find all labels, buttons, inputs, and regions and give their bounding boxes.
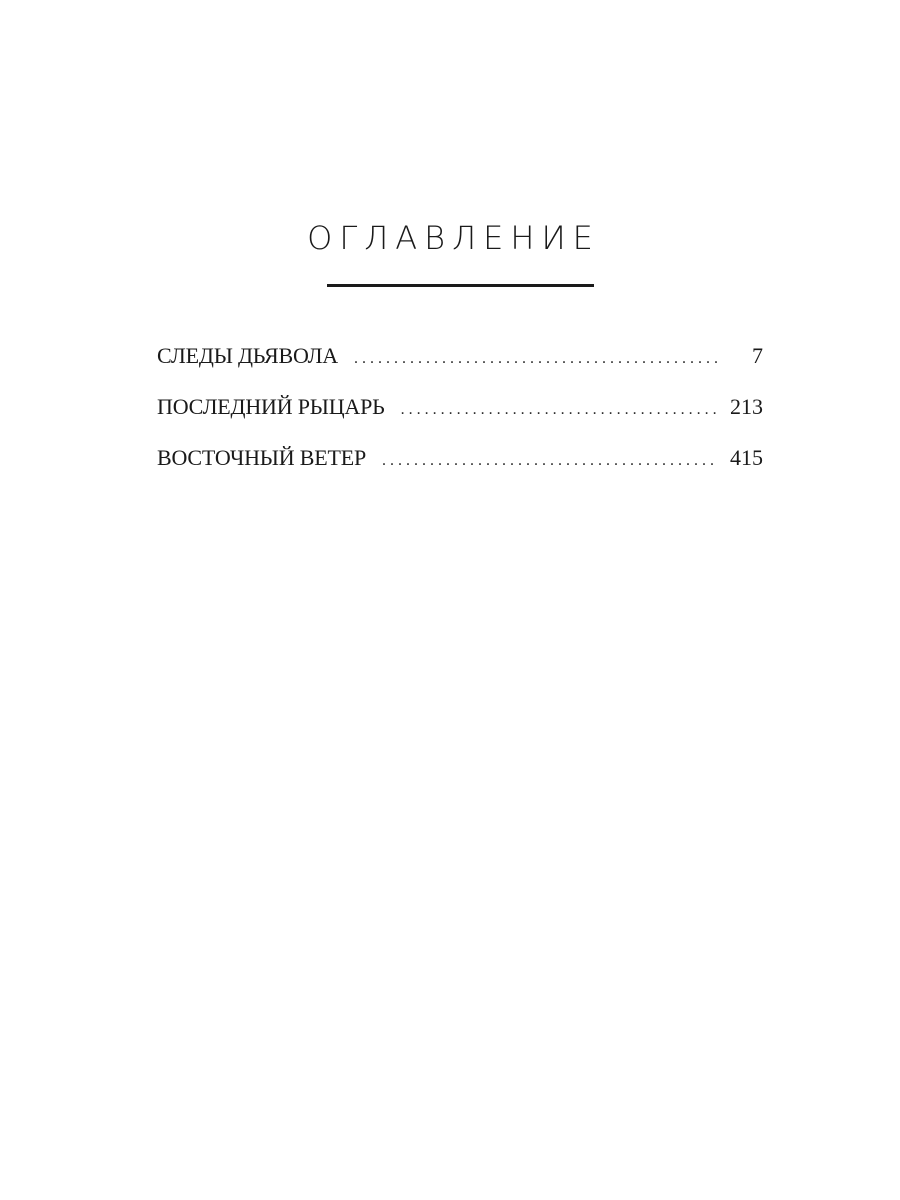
toc-entry-title: ПОСЛЕДНИЙ РЫЦАРЬ — [157, 394, 385, 419]
table-of-contents — [157, 338, 763, 491]
toc-entry-page: 7 — [752, 343, 763, 368]
page-title: ОГЛАВЛЕНИЕ — [307, 219, 600, 257]
toc-entry[interactable] — [157, 338, 763, 389]
toc-entry-title: ВОСТОЧНЫЙ ВЕТЕР — [157, 445, 366, 470]
toc-entry[interactable] — [157, 389, 763, 440]
toc-entry-page: 415 — [730, 445, 763, 470]
title-underline — [327, 284, 594, 287]
toc-entry-page: 213 — [730, 394, 763, 419]
toc-dot-leader — [401, 392, 717, 428]
toc-entry[interactable] — [157, 440, 763, 491]
toc-dot-leader — [382, 443, 717, 479]
toc-entry-title: СЛЕДЫ ДЬЯВОЛА — [157, 343, 338, 368]
toc-dot-leader — [354, 341, 717, 377]
